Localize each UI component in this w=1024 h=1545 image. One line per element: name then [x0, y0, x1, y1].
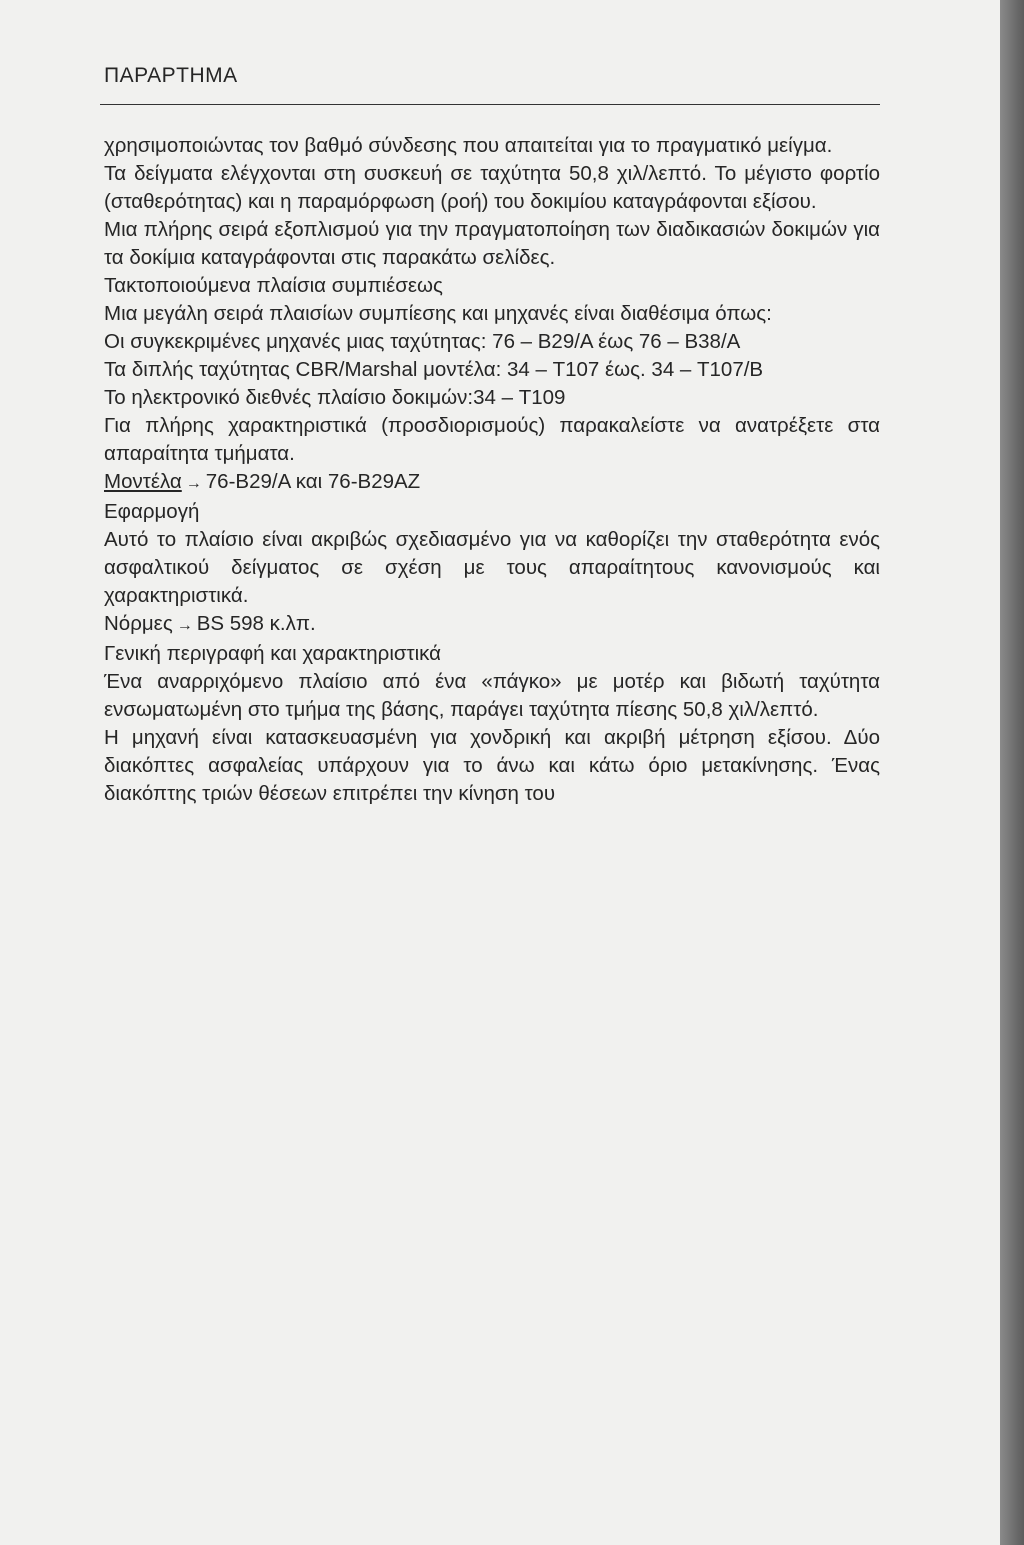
paragraph-8: Για πλήρης χαρακτηριστικά (προσδιορισμούς) παρακαλείστε να ανατρέξετε στα απαραίτητα τμήματα. [104, 414, 880, 465]
paragraph-5: Οι συγκεκριμένες μηχανές μιας ταχύτητας: 76 – B29/A έως 76 – B38/A [104, 330, 741, 353]
general-description-label: Γενική περιγραφή και χαρακτηριστικά [104, 642, 442, 665]
paragraph-6: Τα διπλής ταχύτητας CBR/Marshal μοντέλα: 34 – T107 έως. 34 – T107/B [104, 358, 764, 381]
arrow-icon: → [185, 475, 202, 492]
norms-line [104, 610, 880, 640]
paragraph-4: Μια μεγάλη σειρά πλαισίων συμπίεσης και μηχανές είναι διαθέσιμα όπως: [104, 302, 772, 325]
scan-page-edge [1000, 0, 1024, 1545]
header-divider [100, 104, 880, 105]
models-value: 76-B29/A και 76-B29AZ [205, 470, 421, 493]
paragraph-2: Τα δείγματα ελέγχονται στη συσκευή σε ταχύτητα 50,8 χιλ/λεπτό. Το μέγιστο φορτίο (σταθερότητας) και η παραμόρφωση (ροή) του δοκιμίου καταγράφονται εξίσου. [104, 162, 880, 213]
page-header-title: ΠΑΡΑΡΤΗΜΑ [104, 64, 238, 87]
document-body [104, 132, 880, 808]
norms-arrow-icon: → [176, 617, 193, 634]
application-label: Εφαρμογή [104, 500, 200, 523]
paragraph-9: Αυτό το πλαίσιο είναι ακριβώς σχεδιασμένο για να καθορίζει την σταθερότητα ενός ασφαλτικού δείγματος σε σχέση με τους απαραίτητους κανονισμούς και χαρακτηριστικά. [104, 528, 880, 607]
models-label: Μοντέλα [104, 470, 182, 493]
paragraph-3: Μια πλήρης σειρά εξοπλισμού για την πραγματοποίηση των διαδικασιών δοκιμών για τα δοκίμια καταγράφονται στις παρακάτω σελίδες. [104, 218, 880, 269]
section-heading: Τακτοποιούμενα πλαίσια συμπιέσεως [104, 274, 443, 297]
paragraph-7: Το ηλεκτρονικό διεθνές πλαίσιο δοκιμών:34 – T109 [104, 386, 566, 409]
norms-label: Νόρμες [104, 612, 173, 635]
paragraph-10: Ένα αναρριχόμενο πλαίσιο από ένα «πάγκο» με μοτέρ και βιδωτή ταχύτητα ενσωματωμένη στο τμήμα της βάσης, παράγει ταχύτητα πίεσης 50,8 χιλ/λεπτό. [104, 670, 880, 721]
paragraph-11: Η μηχανή είναι κατασκευασμένη για χονδρική και ακριβή μέτρηση εξίσου. Δύο διακόπτες ασφαλείας υπάρχουν για το άνω και κάτω όριο μετακίνησης. Ένας διακόπτης τριών θέσεων επιτρέπει την κίνηση του [104, 726, 880, 805]
norms-value: BS 598 κ.λπ. [196, 612, 316, 635]
paragraph-1: χρησιμοποιώντας τον βαθμό σύνδεσης που απαιτείται για το πραγματικό μείγμα. [104, 134, 833, 157]
models-line [104, 468, 880, 498]
